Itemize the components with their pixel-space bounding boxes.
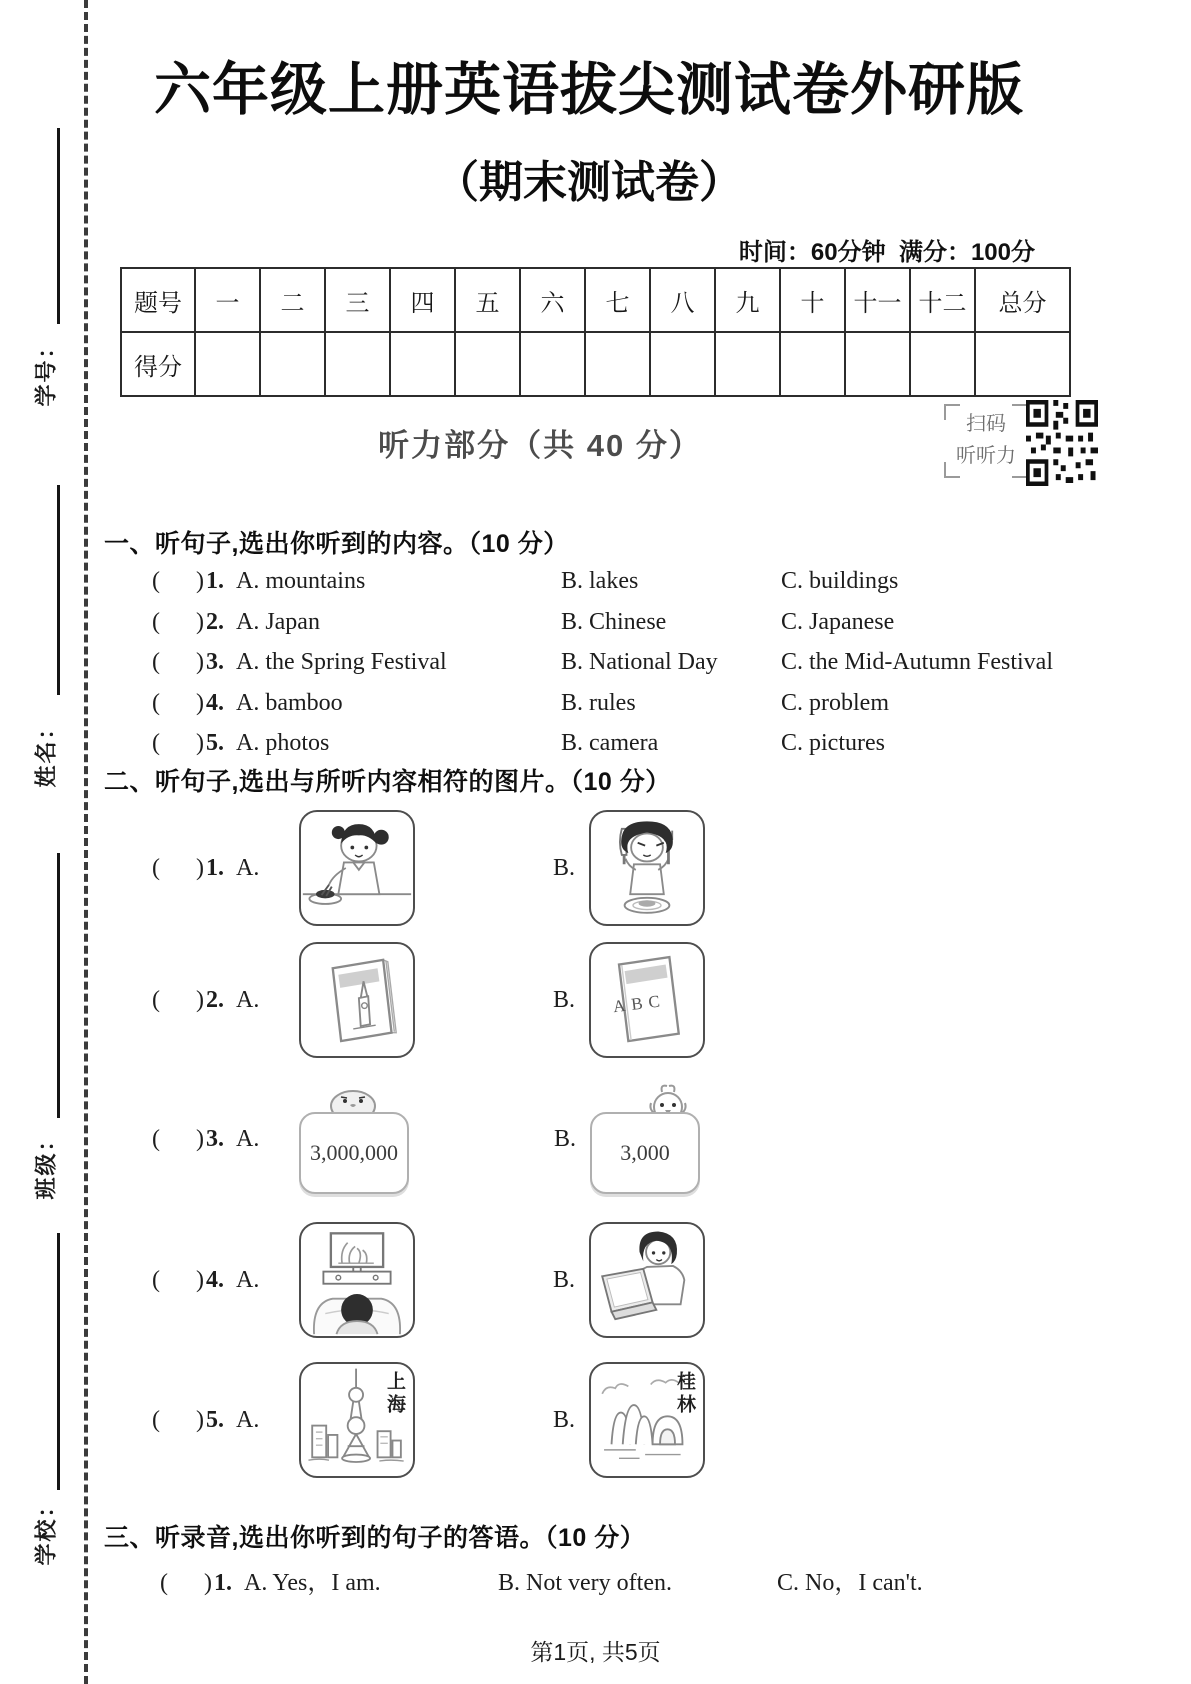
option-b-label: B. [553, 1406, 576, 1433]
image-option-b [589, 942, 705, 1058]
picture-question-row [152, 810, 705, 926]
question-number: 1. [205, 854, 224, 881]
picture-question-row [152, 942, 705, 1058]
option-a: A. Yes，I am. [243, 1570, 381, 1596]
option-b: B. camera [561, 730, 659, 756]
picture-question-row [152, 1082, 707, 1196]
answer-paren: ( ) [152, 854, 204, 881]
score-cell-empty [325, 332, 390, 396]
score-table-header-cell: 二 [260, 268, 325, 332]
option-a-label: A. [235, 1266, 260, 1293]
image-option-a [299, 1082, 416, 1196]
option-c: C. the Mid-Autumn Festival [781, 649, 1053, 675]
boy-using-laptop-illustration [591, 1224, 703, 1336]
girl-eating-with-chopsticks-illustration [301, 812, 413, 924]
score-cell-empty [195, 332, 260, 396]
picture-question-row [152, 1222, 705, 1338]
place-label-shanghai: 上海 [384, 1371, 405, 1417]
number-sign-a: 3,000,000 [299, 1112, 409, 1194]
student-number-label: 学号： [33, 334, 59, 407]
option-a-label: A. [235, 854, 260, 881]
answer-paren: ( ) [152, 608, 204, 635]
student-name-label: 姓名： [33, 715, 59, 788]
answer-paren: ( ) [152, 730, 204, 756]
exam-subtitle: （期末测试卷） [435, 158, 743, 207]
option-a: A. bamboo [235, 689, 343, 716]
score-table-header-cell: 四 [390, 268, 455, 332]
exam-title: 六年级上册英语拔尖测试卷外研版 [154, 58, 1024, 122]
score-cell-empty [455, 332, 520, 396]
score-table-header-cell: 七 [585, 268, 650, 332]
score-cell-empty [715, 332, 780, 396]
image-option-a [299, 1362, 415, 1478]
answer-paren: ( ) [152, 649, 204, 675]
option-c: C. No，I can't. [777, 1570, 923, 1596]
score-table-header-cell: 十二 [910, 268, 975, 332]
book-with-tower-cover-illustration [301, 944, 413, 1056]
qr-caption-line1: 扫码 [966, 413, 1006, 435]
option-b: B. Chinese [561, 608, 667, 635]
option-a-label: A. [235, 1125, 260, 1152]
qr-code [1026, 400, 1098, 486]
qr-caption-line2: 听听力 [956, 445, 1016, 467]
question-number: 1. [205, 568, 224, 594]
option-c: C. Japanese [781, 608, 895, 635]
score-cell-empty [910, 332, 975, 396]
score-cell-empty [780, 332, 845, 396]
question-number: 4. [205, 689, 224, 716]
score-cell-empty [975, 332, 1070, 396]
option-b-label: B. [554, 1125, 577, 1152]
school-label: 学校： [33, 1493, 59, 1566]
answer-paren: ( ) [152, 986, 204, 1013]
answer-paren: ( ) [152, 689, 204, 716]
image-option-b [590, 1082, 707, 1196]
option-c: C. problem [781, 689, 889, 716]
picture-question-row [152, 1362, 705, 1478]
cut-dashed-line [84, 0, 88, 1684]
answer-paren: ( ) [160, 1570, 212, 1596]
score-table-header-row [121, 268, 1070, 332]
abc-cover-text: ABC [611, 990, 667, 1017]
section-three-rows [160, 1562, 1100, 1603]
section-three-heading: 三、听录音,选出你听到的句子的答语。（10 分） [104, 1524, 646, 1552]
student-name-write-line [57, 485, 60, 695]
question-number: 4. [205, 1266, 224, 1293]
option-a-label: A. [235, 1406, 260, 1433]
question-row [152, 690, 1092, 731]
image-option-a [299, 1222, 415, 1338]
score-table-header-cell: 六 [520, 268, 585, 332]
answer-paren: ( ) [152, 1266, 204, 1293]
score-table-header-cell: 十一 [845, 268, 910, 332]
option-b: B. rules [561, 689, 636, 716]
page-number: 第1页, 共5页 [530, 1639, 661, 1665]
question-number: 5. [205, 1406, 224, 1433]
answer-paren: ( ) [152, 568, 204, 594]
section-one-rows [152, 568, 1092, 771]
score-row-label: 得分 [121, 332, 195, 396]
image-option-a [299, 810, 415, 926]
option-c: C. pictures [781, 730, 885, 756]
question-number: 2. [205, 986, 224, 1013]
image-option-b [589, 810, 705, 926]
option-a: A. the Spring Festival [235, 649, 447, 675]
question-row [152, 609, 1092, 650]
option-a: A. Japan [235, 608, 320, 635]
option-b-label: B. [553, 854, 576, 881]
class-label: 班级： [33, 1127, 59, 1200]
question-row [160, 1562, 1100, 1603]
score-cell-empty [845, 332, 910, 396]
option-c: C. buildings [781, 568, 899, 594]
score-table-header-cell: 八 [650, 268, 715, 332]
qr-caption-corner [944, 462, 960, 478]
score-table-header-cell: 题号 [121, 268, 195, 332]
qr-caption [944, 404, 1028, 478]
option-b-label: B. [553, 1266, 576, 1293]
question-number: 5. [205, 730, 224, 756]
question-number: 3. [205, 1125, 224, 1152]
answer-paren: ( ) [152, 1406, 204, 1433]
score-table-header-cell: 一 [195, 268, 260, 332]
girl-watching-tv-illustration [301, 1224, 413, 1336]
score-cell-empty [585, 332, 650, 396]
option-a: A. photos [235, 730, 330, 756]
question-number: 2. [205, 608, 224, 635]
score-table-header-cell: 十 [780, 268, 845, 332]
image-option-b [589, 1222, 705, 1338]
score-cell-empty [260, 332, 325, 396]
class-write-line [57, 853, 60, 1118]
listening-section-title: 听力部分（共 40 分） [378, 428, 702, 463]
answer-paren: ( ) [152, 1125, 204, 1152]
score-table [120, 267, 1071, 397]
option-b: B. National Day [561, 649, 718, 675]
option-b: B. lakes [561, 568, 639, 594]
score-cell-empty [390, 332, 455, 396]
score-cell-empty [520, 332, 585, 396]
option-b-label: B. [553, 986, 576, 1013]
question-number: 3. [205, 649, 224, 675]
score-table-score-row [121, 332, 1070, 396]
option-a: A. mountains [235, 568, 366, 594]
question-number: 1. [213, 1570, 232, 1596]
exam-time-score-meta: 时间：60分钟 满分：100分 [738, 239, 1035, 266]
image-option-b [589, 1362, 705, 1478]
score-table-header-cell: 总分 [975, 268, 1070, 332]
place-label-guilin: 桂林 [674, 1371, 695, 1417]
score-table-header-cell: 五 [455, 268, 520, 332]
number-sign-b: 3,000 [590, 1112, 700, 1194]
image-option-a [299, 942, 415, 1058]
question-row [152, 649, 1092, 690]
girl-holding-knife-and-fork-illustration [591, 812, 703, 924]
score-table-header-cell: 九 [715, 268, 780, 332]
student-number-write-line [57, 128, 60, 324]
option-a-label: A. [235, 986, 260, 1013]
option-b: B. Not very often. [498, 1570, 672, 1596]
score-cell-empty [650, 332, 715, 396]
school-write-line [57, 1233, 60, 1490]
question-row [152, 568, 1092, 609]
section-two-heading: 二、听句子,选出与所听内容相符的图片。（10 分） [104, 768, 671, 796]
score-table-header-cell: 三 [325, 268, 390, 332]
section-one-heading: 一、听句子,选出你听到的内容。（10 分） [104, 530, 569, 558]
